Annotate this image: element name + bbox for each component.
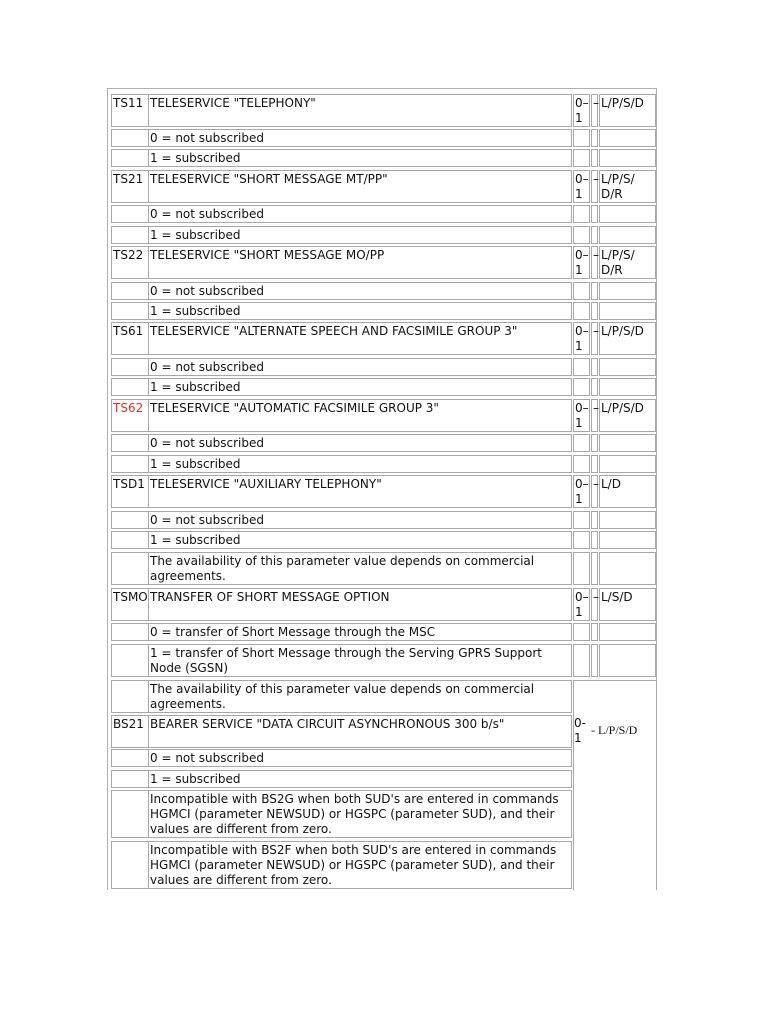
row-range-cell [573, 511, 590, 529]
row-access-cell [599, 378, 656, 396]
row-description-cell: The availability of this parameter value depends on commercial agreements. [148, 680, 572, 713]
row-description-cell: 1 = transfer of Short Message through the Serving GPRS Support Node (SGSN) [148, 644, 572, 677]
row-range-cell [573, 149, 590, 167]
row-description-cell: 0 = not subscribed [148, 205, 572, 223]
row-range-cell [573, 378, 590, 396]
row-range-cell [573, 358, 590, 376]
row-access-cell [599, 149, 656, 167]
row-range-cell [573, 302, 590, 320]
row-range-cell [573, 644, 590, 677]
row-range-cell [573, 455, 590, 473]
row-dash-cell: – [591, 246, 598, 279]
row-dash-cell: – [591, 475, 598, 508]
row-dash-cell [591, 455, 598, 473]
row-description-cell: 1 = subscribed [148, 149, 572, 167]
row-description-cell: 1 = subscribed [148, 770, 572, 788]
row-dash-cell: – [591, 322, 598, 355]
row-code-cell [111, 790, 149, 838]
row-code-cell [111, 770, 149, 788]
row-access-cell [599, 644, 656, 677]
row-access-cell [599, 455, 656, 473]
row-access-cell [599, 531, 656, 549]
row-access-cell [599, 623, 656, 641]
row-dash-cell [591, 302, 598, 320]
row-description-cell: TELESERVICE "SHORT MESSAGE MT/PP" [148, 170, 572, 203]
row-access-cell [599, 205, 656, 223]
row-dash-cell [591, 205, 598, 223]
row-description-cell: TELESERVICE "ALTERNATE SPEECH AND FACSIMILE GROUP 3" [148, 322, 572, 355]
row-code-cell [111, 680, 149, 713]
row-description-cell: TELESERVICE "SHORT MESSAGE MO/PP [148, 246, 572, 279]
row-range-cell: 0–1 [575, 401, 589, 430]
row-access-cell: L/S/D [599, 588, 656, 621]
row-code-cell: TS62 [111, 399, 149, 432]
row-description-cell: 1 = subscribed [148, 455, 572, 473]
row-description-cell: 1 = subscribed [148, 226, 572, 244]
row-range-cell [573, 552, 590, 585]
row-code-cell: TS61 [111, 322, 149, 355]
row-range-cell [573, 623, 590, 641]
row-code-cell [111, 531, 149, 549]
row-description-cell: 0 = not subscribed [148, 749, 572, 767]
row-description-cell: 0 = transfer of Short Message through the MSC [148, 623, 572, 641]
row-code-cell: TSD1 [111, 475, 149, 508]
row-description-cell: 1 = subscribed [148, 302, 572, 320]
row-range-cell [573, 531, 590, 549]
row-dash-cell [591, 531, 598, 549]
row-dash-cell [591, 129, 598, 147]
row-access-cell: L/P/S/ D/R [599, 170, 656, 203]
row-dash-cell [591, 226, 598, 244]
row-code-cell [111, 302, 149, 320]
row-dash-cell [591, 434, 598, 452]
row-range-cell [573, 129, 590, 147]
row-access-cell: L/P/S/D [599, 399, 656, 432]
row-code-cell [111, 841, 149, 889]
row-range-cell: 0–1 [575, 324, 589, 353]
row-range-cell: 0–1 [575, 172, 589, 201]
row-range-cell [573, 226, 590, 244]
row-description-cell: 0 = not subscribed [148, 282, 572, 300]
row-description-cell: 0 = not subscribed [148, 358, 572, 376]
row-range-cell: 0–1 [575, 477, 589, 506]
row-access-cell [599, 282, 656, 300]
row-code-cell [111, 282, 149, 300]
row-code-cell [111, 552, 149, 585]
row-description-cell: TELESERVICE "AUTOMATIC FACSIMILE GROUP 3" [148, 399, 572, 432]
row-description-cell: The availability of this parameter value depends on commercial agreements. [148, 552, 572, 585]
row-dash-cell: – [591, 399, 598, 432]
row-access-cell [599, 434, 656, 452]
row-code-cell: TS11 [111, 94, 149, 127]
row-access-cell [599, 511, 656, 529]
row-range-cell [573, 282, 590, 300]
row-code-cell [111, 205, 149, 223]
row-code-cell [111, 378, 149, 396]
row-code-cell [111, 358, 149, 376]
row-description-cell: TELESERVICE "TELEPHONY" [148, 94, 572, 127]
row-dash-cell [591, 552, 598, 585]
row-code-cell [111, 644, 149, 677]
row-dash-cell [591, 623, 598, 641]
row-dash-cell: – [591, 94, 598, 127]
row-description-cell: 1 = subscribed [148, 378, 572, 396]
row-access-cell: - L/P/S/D [591, 723, 638, 737]
row-access-cell [599, 552, 656, 585]
row-code-cell [111, 623, 149, 641]
row-access-cell [599, 226, 656, 244]
row-description-cell: TELESERVICE "AUXILIARY TELEPHONY" [148, 475, 572, 508]
row-access-cell: L/P/S/D [599, 94, 656, 127]
row-range-cell: 0–1 [575, 248, 589, 277]
row-description-cell: Incompatible with BS2G when both SUD's are entered in commands HGMCI (parameter NEWSUD) or HGSPC (parameter SUD), and their values are different from zero. [148, 790, 572, 838]
row-description-cell: 0 = not subscribed [148, 129, 572, 147]
row-access-cell: L/D [599, 475, 656, 508]
row-range-cell [573, 434, 590, 452]
row-range-cell: 0-1 [574, 716, 586, 745]
row-code-cell [111, 129, 149, 147]
row-description-cell: BEARER SERVICE "DATA CIRCUIT ASYNCHRONOUS 300 b/s" [148, 715, 572, 748]
row-description-cell: 0 = not subscribed [148, 434, 572, 452]
row-range-cell: 0–1 [575, 590, 589, 619]
row-dash-cell [591, 511, 598, 529]
row-range-cell: 0–1 [575, 96, 589, 125]
row-dash-cell [591, 282, 598, 300]
row-access-cell [599, 129, 656, 147]
row-dash-cell [591, 358, 598, 376]
row-description-cell: Incompatible with BS2F when both SUD's are entered in commands HGMCI (parameter NEWSUD) or HGSPC (parameter SUD), and their values are different from zero. [148, 841, 572, 889]
row-code-cell [111, 434, 149, 452]
row-code-cell: TS22 [111, 246, 149, 279]
row-access-cell [599, 358, 656, 376]
row-dash-cell: – [591, 170, 598, 203]
row-code-cell: BS21 [111, 715, 149, 748]
row-description-cell: 0 = not subscribed [148, 511, 572, 529]
row-access-cell: L/P/S/D [599, 322, 656, 355]
row-access-cell: L/P/S/ D/R [599, 246, 656, 279]
row-dash-cell [591, 644, 598, 677]
row-code-cell: TS21 [111, 170, 149, 203]
row-code-cell [111, 149, 149, 167]
row-dash-cell: – [591, 588, 598, 621]
row-description-cell: 1 = subscribed [148, 531, 572, 549]
row-dash-cell [591, 378, 598, 396]
row-code-cell [111, 511, 149, 529]
row-range-cell [573, 205, 590, 223]
row-code-cell [111, 226, 149, 244]
row-code-cell [111, 749, 149, 767]
row-dash-cell [591, 149, 598, 167]
row-access-cell [599, 302, 656, 320]
row-code-cell: TSMO [111, 588, 149, 621]
row-description-cell: TRANSFER OF SHORT MESSAGE OPTION [148, 588, 572, 621]
row-code-cell [111, 455, 149, 473]
